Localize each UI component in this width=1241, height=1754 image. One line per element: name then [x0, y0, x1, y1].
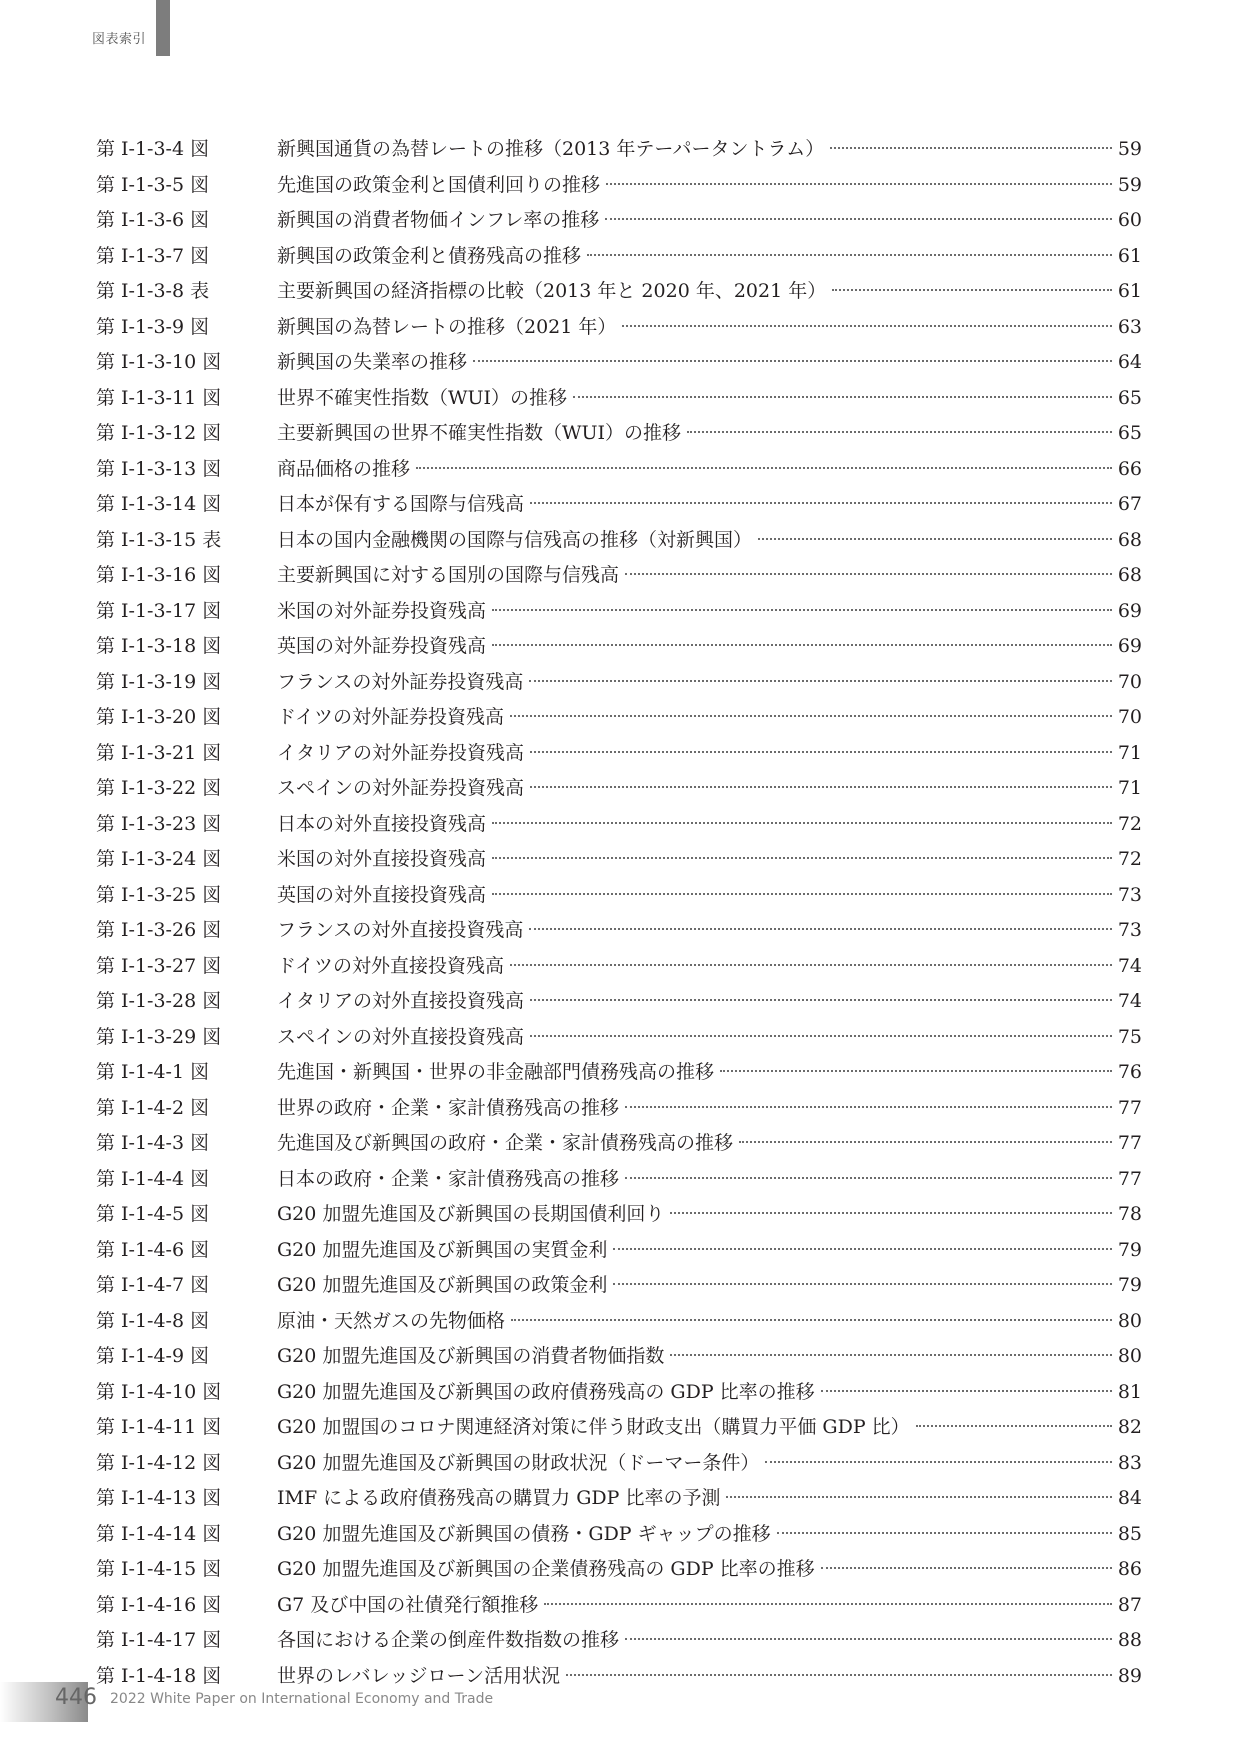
toc-entry[interactable]	[96, 1055, 1142, 1091]
dot-leader	[625, 1177, 1112, 1179]
page-reference: 70	[1117, 706, 1142, 728]
figure-number: 第 I-1-3-10 図	[96, 351, 222, 373]
figure-number: 第 I-1-3-29 図	[96, 1025, 222, 1048]
dot-leader	[777, 1532, 1112, 1534]
figure-number: 第 I-1-3-17 図	[96, 599, 222, 622]
dot-leader	[529, 680, 1111, 682]
figure-number: 第 I-1-4-11 図	[96, 1416, 222, 1438]
page-reference: 83	[1117, 1451, 1142, 1474]
dot-leader	[587, 254, 1112, 256]
toc-entry[interactable]	[96, 807, 1142, 843]
figure-title: G20 加盟先進国及び新興国の財政状況（ドーマー条件）	[277, 1451, 760, 1474]
figure-number: 第 I-1-4-14 図	[96, 1522, 222, 1545]
page-reference: 89	[1117, 1664, 1142, 1687]
dot-leader	[492, 893, 1112, 895]
dot-leader	[573, 396, 1112, 398]
dot-leader	[544, 1603, 1112, 1605]
figure-number: 第 I-1-3-20 図	[96, 706, 222, 728]
figure-number: 第 I-1-3-22 図	[96, 777, 222, 799]
figure-title: G20 加盟先進国及び新興国の政府債務残高の GDP 比率の推移	[277, 1380, 815, 1403]
figure-title: 日本の対外直接投資残高	[277, 812, 487, 835]
figure-title: G20 加盟国のコロナ関連経済対策に伴う財政支出（購買力平価 GDP 比）	[277, 1416, 910, 1438]
toc-entry[interactable]	[96, 1339, 1142, 1375]
dot-leader	[726, 1496, 1111, 1498]
dot-leader	[566, 1674, 1112, 1676]
page-reference: 65	[1117, 386, 1142, 409]
figure-title: 原油・天然ガスの先物価格	[277, 1309, 506, 1332]
figure-title: 主要新興国の経済指標の比較（2013 年と 2020 年、2021 年）	[277, 280, 827, 302]
figure-number: 第 I-1-3-26 図	[96, 919, 222, 941]
figure-title: 新興国通貨の為替レートの推移（2013 年テーパータントラム）	[277, 138, 825, 160]
figure-title: フランスの対外証券投資残高	[277, 670, 524, 693]
toc-entry[interactable]	[96, 1268, 1142, 1304]
dot-leader	[670, 1354, 1111, 1356]
dot-leader	[530, 786, 1112, 788]
figure-number: 第 I-1-3-8 表	[96, 280, 210, 302]
figure-title: 主要新興国の世界不確実性指数（WUI）の推移	[277, 422, 682, 444]
toc-entry[interactable]	[96, 416, 1142, 452]
page-reference: 66	[1117, 457, 1142, 480]
figure-title: 日本が保有する国際与信残高	[277, 493, 525, 515]
figure-title: G20 加盟先進国及び新興国の長期国債利回り	[277, 1203, 665, 1225]
figure-number: 第 I-1-3-6 図	[96, 209, 210, 231]
page-reference: 75	[1117, 1025, 1142, 1048]
toc-entry[interactable]	[96, 381, 1142, 417]
figure-number: 第 I-1-3-13 図	[96, 457, 222, 480]
publication-title: 2022 White Paper on International Economy and Trade	[110, 1691, 494, 1707]
page-reference: 73	[1117, 883, 1142, 906]
toc-entry[interactable]	[96, 168, 1142, 204]
toc-entry[interactable]	[96, 523, 1142, 559]
dot-leader	[511, 1319, 1112, 1321]
toc-entry[interactable]	[96, 1659, 1142, 1695]
figure-number: 第 I-1-4-6 図	[96, 1238, 210, 1261]
dot-leader	[530, 1035, 1112, 1037]
figure-number: 第 I-1-3-11 図	[96, 386, 222, 409]
figure-index-list	[96, 132, 1142, 1694]
page-reference: 80	[1117, 1309, 1142, 1332]
figure-title: 先進国及び新興国の政府・企業・家計債務残高の推移	[277, 1132, 734, 1154]
dot-leader	[625, 573, 1112, 575]
dot-leader	[821, 1567, 1112, 1569]
figure-title: 英国の対外直接投資残高	[277, 883, 487, 906]
page-reference: 68	[1117, 564, 1142, 586]
page-reference: 60	[1117, 209, 1142, 231]
page-reference: 59	[1117, 138, 1142, 160]
figure-number: 第 I-1-4-18 図	[96, 1664, 222, 1687]
page-reference: 64	[1117, 351, 1142, 373]
dot-leader	[625, 1106, 1112, 1108]
figure-number: 第 I-1-3-5 図	[96, 173, 210, 196]
dot-leader	[492, 822, 1112, 824]
figure-title: G20 加盟先進国及び新興国の実質金利	[277, 1238, 608, 1261]
page-reference: 86	[1117, 1558, 1142, 1580]
figure-number: 第 I-1-3-15 表	[96, 528, 222, 551]
toc-entry[interactable]	[96, 1304, 1142, 1340]
page-reference: 74	[1117, 954, 1142, 977]
figure-title: 米国の対外証券投資残高	[277, 599, 487, 622]
dot-leader	[821, 1390, 1112, 1392]
dot-leader	[510, 715, 1112, 717]
toc-entry[interactable]	[96, 949, 1142, 985]
figure-number: 第 I-1-4-9 図	[96, 1345, 210, 1367]
dot-leader	[416, 467, 1112, 469]
page-reference: 69	[1117, 599, 1142, 622]
page-reference: 81	[1117, 1380, 1142, 1403]
page-reference: 61	[1117, 244, 1142, 267]
page-reference: 85	[1117, 1522, 1142, 1545]
figure-number: 第 I-1-3-27 図	[96, 954, 222, 977]
figure-number: 第 I-1-3-19 図	[96, 670, 222, 693]
figure-number: 第 I-1-4-15 図	[96, 1558, 222, 1580]
toc-entry[interactable]	[96, 1091, 1142, 1127]
figure-title: 先進国・新興国・世界の非金融部門債務残高の推移	[277, 1061, 715, 1083]
figure-title: 新興国の消費者物価インフレ率の推移	[277, 209, 600, 231]
figure-number: 第 I-1-4-1 図	[96, 1061, 210, 1083]
figure-title: 商品価格の推移	[277, 457, 411, 480]
dot-leader	[613, 1283, 1111, 1285]
toc-entry[interactable]	[96, 132, 1142, 168]
toc-entry[interactable]	[96, 629, 1142, 665]
toc-entry[interactable]	[96, 700, 1142, 736]
figure-number: 第 I-1-4-7 図	[96, 1274, 210, 1296]
page-reference: 77	[1117, 1167, 1142, 1190]
figure-title: G20 加盟先進国及び新興国の消費者物価指数	[277, 1345, 665, 1367]
figure-title: 英国の対外証券投資残高	[277, 635, 487, 657]
page-reference: 77	[1117, 1096, 1142, 1119]
figure-number: 第 I-1-4-17 図	[96, 1629, 222, 1651]
figure-title: G20 加盟先進国及び新興国の債務・GDP ギャップの推移	[277, 1522, 771, 1545]
figure-title: IMF による政府債務残高の購買力 GDP 比率の予測	[277, 1487, 721, 1509]
toc-entry[interactable]	[96, 310, 1142, 346]
figure-title: G20 加盟先進国及び新興国の企業債務残高の GDP 比率の推移	[277, 1558, 815, 1580]
toc-entry[interactable]	[96, 1517, 1142, 1553]
figure-number: 第 I-1-3-4 図	[96, 138, 210, 160]
toc-entry[interactable]	[96, 913, 1142, 949]
dot-leader	[625, 1638, 1112, 1640]
toc-entry[interactable]	[96, 878, 1142, 914]
page-reference: 79	[1117, 1274, 1142, 1296]
page-reference: 61	[1117, 280, 1142, 302]
dot-leader	[613, 1248, 1111, 1250]
figure-number: 第 I-1-3-23 図	[96, 812, 222, 835]
figure-number: 第 I-1-4-2 図	[96, 1096, 210, 1119]
figure-number: 第 I-1-3-18 図	[96, 635, 222, 657]
figure-title: 新興国の失業率の推移	[277, 351, 468, 373]
dot-leader	[720, 1070, 1112, 1072]
dot-leader	[832, 289, 1112, 291]
toc-entry[interactable]	[96, 1481, 1142, 1517]
figure-number: 第 I-1-3-25 図	[96, 883, 222, 906]
page-reference: 88	[1117, 1629, 1142, 1651]
page-reference: 87	[1117, 1593, 1142, 1616]
page-reference: 77	[1117, 1132, 1142, 1154]
figure-title: 米国の対外直接投資残高	[277, 848, 487, 870]
page-reference: 72	[1117, 848, 1142, 870]
figure-title: スペインの対外証券投資残高	[277, 777, 525, 799]
dot-leader	[605, 218, 1112, 220]
toc-entry[interactable]	[96, 665, 1142, 701]
toc-entry[interactable]	[96, 1410, 1142, 1446]
figure-number: 第 I-1-3-21 図	[96, 741, 222, 764]
toc-entry[interactable]	[96, 1020, 1142, 1056]
figure-number: 第 I-1-4-16 図	[96, 1593, 222, 1616]
dot-leader	[530, 502, 1112, 504]
figure-title: 日本の政府・企業・家計債務残高の推移	[277, 1167, 620, 1190]
dot-leader	[916, 1425, 1112, 1427]
toc-entry[interactable]	[96, 594, 1142, 630]
page-reference: 68	[1117, 528, 1142, 551]
figure-title: イタリアの対外証券投資残高	[277, 741, 525, 764]
page-reference: 69	[1117, 635, 1142, 657]
page-reference: 74	[1117, 990, 1142, 1012]
figure-number: 第 I-1-3-7 図	[96, 244, 210, 267]
toc-entry[interactable]	[96, 274, 1142, 310]
page-reference: 63	[1117, 315, 1142, 338]
dot-leader	[830, 147, 1112, 149]
figure-number: 第 I-1-3-24 図	[96, 848, 222, 870]
page-reference: 65	[1117, 422, 1142, 444]
figure-title: イタリアの対外直接投資残高	[277, 990, 525, 1012]
header-tab-bar	[156, 0, 170, 56]
toc-entry[interactable]	[96, 1552, 1142, 1588]
page-reference: 76	[1117, 1061, 1142, 1083]
toc-entry[interactable]	[96, 1233, 1142, 1269]
figure-number: 第 I-1-3-14 図	[96, 493, 222, 515]
page-reference: 84	[1117, 1487, 1142, 1509]
figure-number: 第 I-1-4-13 図	[96, 1487, 222, 1509]
page-reference: 71	[1117, 777, 1142, 799]
page-reference: 82	[1117, 1416, 1142, 1438]
figure-number: 第 I-1-4-10 図	[96, 1380, 222, 1403]
figure-number: 第 I-1-4-8 図	[96, 1309, 210, 1332]
figure-number: 第 I-1-3-9 図	[96, 315, 210, 338]
page-reference: 73	[1117, 919, 1142, 941]
toc-entry[interactable]	[96, 984, 1142, 1020]
dot-leader	[530, 999, 1112, 1001]
dot-leader	[758, 538, 1112, 540]
section-label: 図表索引	[92, 32, 147, 47]
figure-number: 第 I-1-3-28 図	[96, 990, 222, 1012]
figure-title: 新興国の政策金利と債務残高の推移	[277, 244, 582, 267]
toc-entry[interactable]	[96, 1375, 1142, 1411]
figure-number: 第 I-1-4-4 図	[96, 1167, 210, 1190]
toc-entry[interactable]	[96, 1588, 1142, 1624]
dot-leader	[510, 964, 1112, 966]
toc-entry[interactable]	[96, 1623, 1142, 1659]
page-reference: 67	[1117, 493, 1142, 515]
figure-title: 主要新興国に対する国別の国際与信残高	[277, 564, 620, 586]
dot-leader	[687, 431, 1112, 433]
toc-entry[interactable]	[96, 239, 1142, 275]
figure-title: G7 及び中国の社債発行額推移	[277, 1593, 539, 1616]
dot-leader	[492, 857, 1112, 859]
toc-entry[interactable]	[96, 1197, 1142, 1233]
dot-leader	[530, 751, 1112, 753]
page-number: 446	[55, 1685, 97, 1710]
toc-entry[interactable]	[96, 203, 1142, 239]
dot-leader	[529, 928, 1111, 930]
page-reference: 78	[1117, 1203, 1142, 1225]
figure-title: スペインの対外直接投資残高	[277, 1025, 525, 1048]
dot-leader	[473, 360, 1112, 362]
toc-entry[interactable]	[96, 1162, 1142, 1198]
dot-leader	[492, 609, 1112, 611]
toc-entry[interactable]	[96, 842, 1142, 878]
figure-title: ドイツの対外直接投資残高	[277, 954, 505, 977]
figure-title: 世界不確実性指数（WUI）の推移	[277, 386, 568, 409]
figure-title: 先進国の政策金利と国債利回りの推移	[277, 173, 601, 196]
figure-number: 第 I-1-4-3 図	[96, 1132, 210, 1154]
figure-number: 第 I-1-3-12 図	[96, 422, 222, 444]
toc-entry[interactable]	[96, 345, 1142, 381]
dot-leader	[492, 644, 1112, 646]
toc-entry[interactable]	[96, 1126, 1142, 1162]
figure-title: 各国における企業の倒産件数指数の推移	[277, 1629, 620, 1651]
figure-number: 第 I-1-4-12 図	[96, 1451, 222, 1474]
figure-title: フランスの対外直接投資残高	[277, 919, 524, 941]
figure-title: G20 加盟先進国及び新興国の政策金利	[277, 1274, 608, 1296]
dot-leader	[765, 1461, 1111, 1463]
page-reference: 71	[1117, 741, 1142, 764]
page-reference: 59	[1117, 173, 1142, 196]
toc-entry[interactable]	[96, 736, 1142, 772]
figure-title: 日本の国内金融機関の国際与信残高の推移（対新興国）	[277, 528, 753, 551]
page-reference: 80	[1117, 1345, 1142, 1367]
dot-leader	[622, 325, 1111, 327]
toc-entry[interactable]	[96, 487, 1142, 523]
dot-leader	[670, 1212, 1111, 1214]
figure-title: 世界の政府・企業・家計債務残高の推移	[277, 1096, 620, 1119]
toc-entry[interactable]	[96, 771, 1142, 807]
toc-entry[interactable]	[96, 1446, 1142, 1482]
dot-leader	[606, 183, 1112, 185]
figure-title: 新興国の為替レートの推移（2021 年）	[277, 315, 617, 338]
toc-entry[interactable]	[96, 558, 1142, 594]
figure-title: 世界のレバレッジローン活用状況	[277, 1664, 561, 1687]
page-reference: 79	[1117, 1238, 1142, 1261]
figure-number: 第 I-1-4-5 図	[96, 1203, 210, 1225]
figure-number: 第 I-1-3-16 図	[96, 564, 222, 586]
toc-entry[interactable]	[96, 452, 1142, 488]
dot-leader	[739, 1141, 1112, 1143]
page-reference: 72	[1117, 812, 1142, 835]
figure-title: ドイツの対外証券投資残高	[277, 706, 505, 728]
page-reference: 70	[1117, 670, 1142, 693]
